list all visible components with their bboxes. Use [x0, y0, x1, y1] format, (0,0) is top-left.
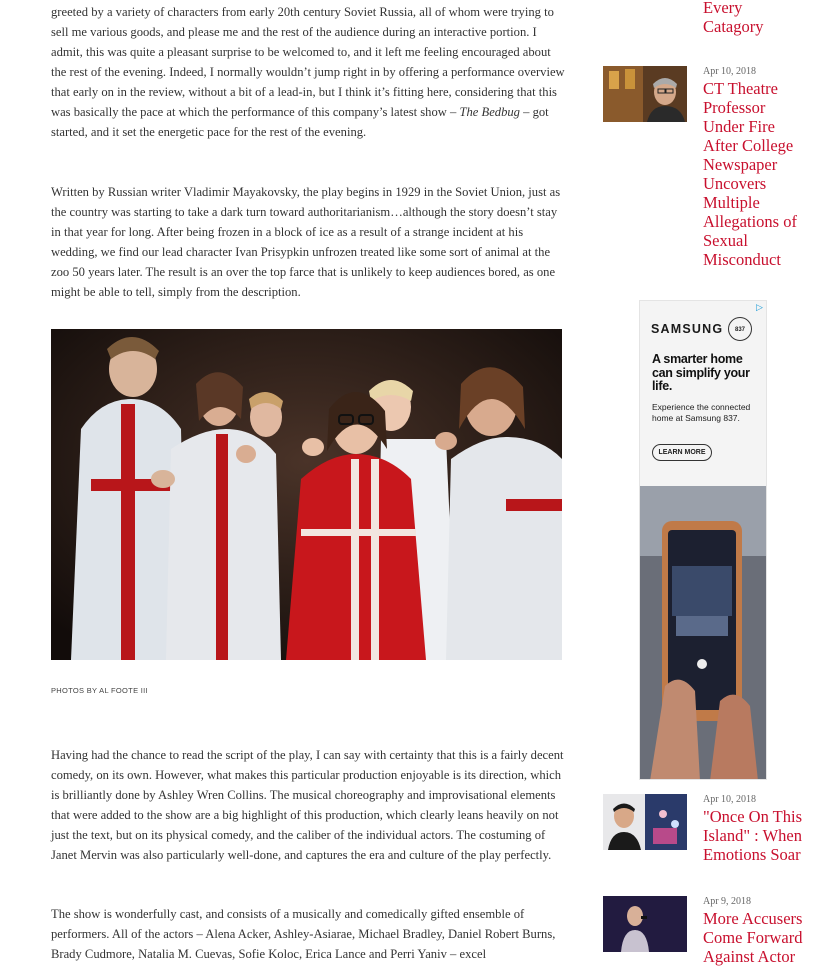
sidebar-post-3 — [703, 896, 833, 966]
post-date: Apr 9, 2018 — [703, 896, 752, 907]
photo-caption: PHOTOS BY AL FOOTE III — [51, 686, 148, 695]
article-paragraph-2: Written by Russian writer Vladimir Mayakovsky, the play begins in 1929 in the Soviet Union, just as the country was starting to take a dark turn toward authoritarianism…although the story doesn’t stay in that year for long. After being frozen in a block of ice as a result of a strange incident at his wedding, we find our lead character Ivan Prisypkin unfrozen treated like some sort of animal at the zoo 50 years later. The result is an over the top farce that is unlikely to keep audiences bored, as one might be able to tell, simply from the description. — [51, 185, 561, 299]
post-title-link[interactable]: More Accusers Come Forward Against Actor — [703, 909, 803, 966]
post-thumbnail-3[interactable] — [603, 896, 687, 952]
production-photo — [51, 329, 562, 660]
sidebar-post-2 — [703, 794, 833, 864]
post-title-link[interactable]: CT Theatre Professor Under Fire After College Newspaper Uncovers Multiple Allegations of Sexual Misconduct — [703, 79, 797, 269]
post-thumbnail-1[interactable] — [603, 66, 687, 122]
ad-badge: 837 — [728, 317, 752, 341]
article-paragraph-3: Having had the chance to read the script of the play, I can say with certainty that this is a fairly decent comedy, on its own. However, what makes this particular production enjoyable is its direction, which is brilliantly done by Ashley Wren Collins. The musical choreography and improvisational elements that were added to the show are a big highlight of this production, which clearly leans heavily on not just the text, but on its physical comedy, and the caliber of the individual actors. The costuming of Janet Mervin was also particularly well-done, and captures the era and culture of the play perfectly. — [51, 748, 564, 862]
ad-learn-more-button[interactable]: LEARN MORE — [652, 444, 712, 461]
ad-headline: A smarter home can simplify your life. — [652, 352, 750, 393]
ad-phone-image — [640, 486, 767, 780]
play-title: The Bedbug — [459, 105, 520, 119]
sidebar-category-link-wrap — [703, 0, 833, 36]
sidebar-post-1 — [703, 66, 833, 269]
post-date: Apr 10, 2018 — [703, 66, 757, 77]
article-paragraph-1: greeted by a variety of characters from early 20th century Soviet Russia, all of whom were trying to sell me various goods, and please me and the rest of the audience during an interactive portion. I admit, this was quite a pleasant surprise to be welcomed to, and it left me feeling encouraged about the rest of the evening. Indeed, I normally wouldn’t jump right in by offering a performance overview that early on in the review, without a bit of a lead-in, but I think it’s fitting here, considering that this was basically the pace at which the performance of this company’s latest show – The Bedbug – got started, and it set the energetic pace for the rest of the evening. — [51, 5, 565, 139]
post-date: Apr 10, 2018 — [703, 794, 757, 805]
ad-brand-logo: SAMSUNG — [651, 322, 724, 336]
article-paragraph-4: The show is wonderfully cast, and consists of a musically and comedically gifted ensemble of performers. All of the actors – Alena Acker, Ashley-Asiarae, Michael Bradley, Daniel Robert Burns, Brady Cudmore, Natalia M. Cuevas, Sofie Koloc, Erica Lance and Perri Yaniv – excel — [51, 907, 556, 961]
post-thumbnail-2[interactable] — [603, 794, 687, 850]
post-title-link[interactable]: "Once On This Island" : When Emotions Soar — [703, 807, 802, 864]
sidebar-category-link[interactable]: Every Catagory — [703, 0, 764, 36]
adchoices-icon[interactable]: ▷ — [756, 302, 763, 312]
samsung-ad[interactable] — [639, 300, 767, 780]
ad-body: Experience the connected home at Samsung 837. — [652, 402, 751, 423]
